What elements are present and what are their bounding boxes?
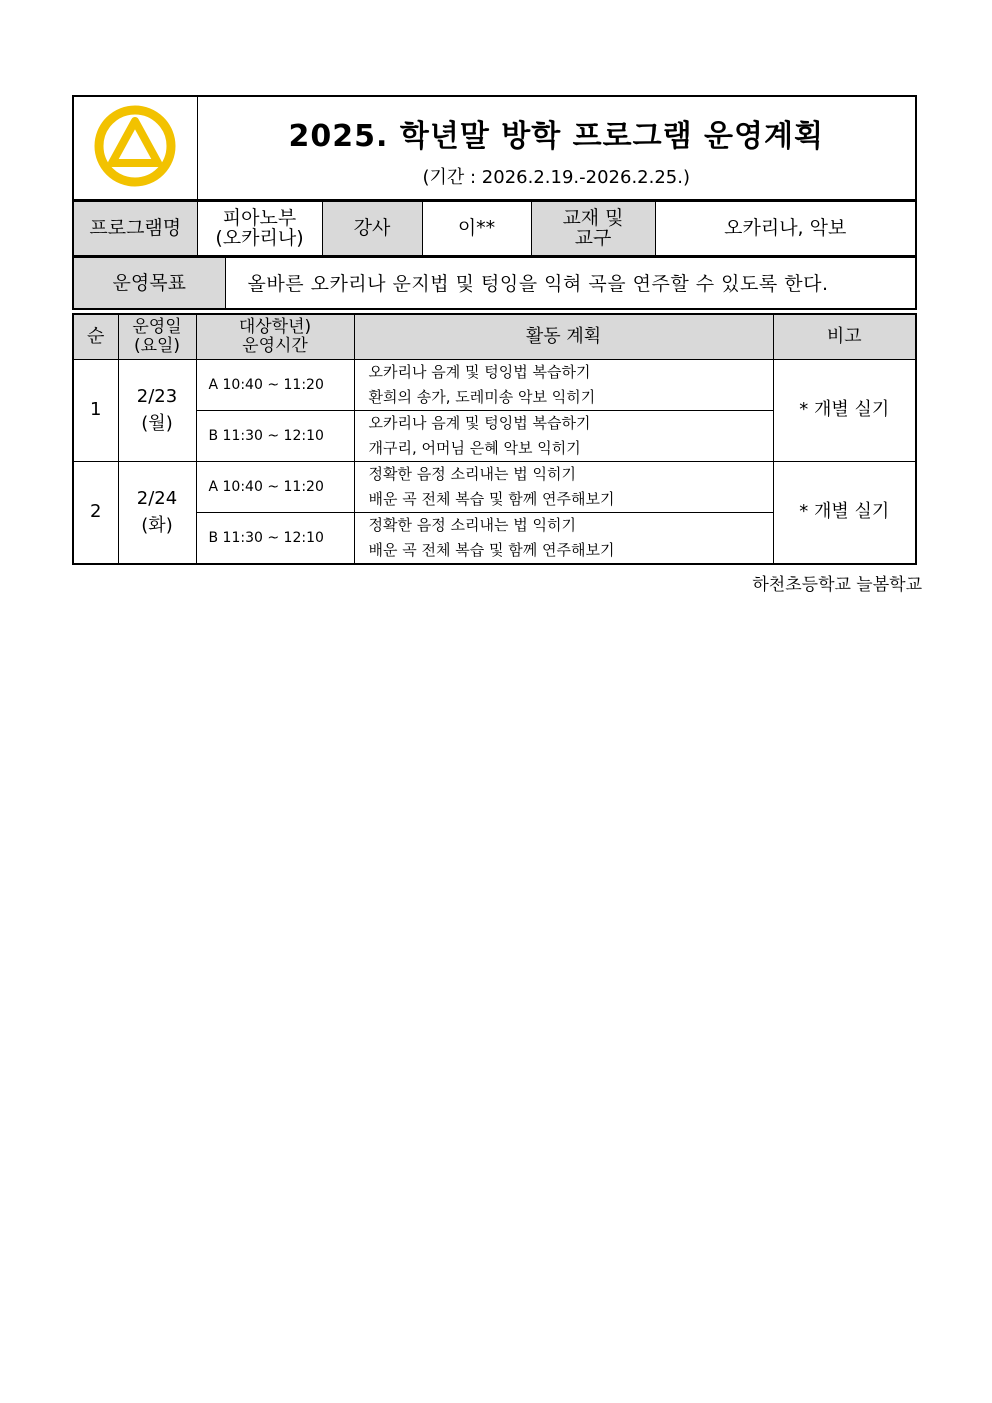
period-text: (기간 : 2026.2.19.-2026.2.25.): [422, 167, 690, 188]
session-activity: [354, 410, 773, 461]
activity-line2: 환희의 송가, 도레미송 악보 익히기: [368, 387, 596, 406]
header-date-line1: 운영일: [132, 316, 182, 337]
logo-cell: [73, 96, 197, 200]
session-activity: [354, 512, 773, 564]
row-day-value: (화): [141, 515, 173, 536]
schedule-header-row: [73, 314, 916, 359]
materials-label-line1: 교재 및: [562, 207, 624, 230]
header-target: [196, 314, 354, 359]
program-line1: 피아노부: [222, 207, 297, 230]
activity-line2: 배운 곡 전체 복습 및 함께 연주해보기: [368, 540, 615, 559]
session-activity: [354, 359, 773, 410]
activity-line2: 배운 곡 전체 복습 및 함께 연주해보기: [368, 489, 615, 508]
activity-line1: 정확한 음정 소리내는 법 익히기: [368, 515, 576, 534]
goal-label: 운영목표: [73, 257, 225, 309]
activity-line2: 개구리, 어머님 은혜 악보 익히기: [368, 438, 581, 457]
row-note: * 개별 실기: [773, 461, 916, 564]
header-target-line2: 운영시간: [242, 335, 308, 356]
header-no: 순: [73, 314, 118, 359]
program-label: 프로그램명: [73, 202, 197, 256]
row-date: [118, 359, 196, 461]
header-note: 비고: [773, 314, 916, 359]
header-date-line2: (요일): [133, 335, 181, 356]
program-value: [197, 202, 322, 256]
program-line2: (오카리나): [215, 227, 304, 250]
title-table: [72, 95, 917, 201]
title-cell: [197, 96, 916, 200]
table-row: [73, 461, 916, 512]
activity-line1: 오카리나 음계 및 텅잉법 복습하기: [368, 362, 591, 381]
header-activity: 활동 계획: [354, 314, 773, 359]
session-activity: [354, 461, 773, 512]
teacher-value: 이**: [422, 202, 531, 256]
session-time: A 10:40 ~ 11:20: [196, 359, 354, 410]
row-no: 1: [73, 359, 118, 461]
goal-value: 올바른 오카리나 운지법 및 텅잉을 익혀 곡을 연주할 수 있도록 한다.: [225, 257, 916, 309]
page-title: 2025. 학년말 방학 프로그램 운영계획: [288, 119, 824, 154]
row-date: [118, 461, 196, 564]
materials-value: 오카리나, 악보: [655, 202, 916, 256]
row-date-value: 2/23: [136, 386, 178, 407]
activity-line1: 정확한 음정 소리내는 법 익히기: [368, 464, 576, 483]
row-date-value: 2/24: [136, 488, 178, 509]
schedule-table: [72, 313, 917, 565]
materials-label-line2: 교구: [574, 227, 612, 250]
table-row: [73, 359, 916, 410]
activity-line1: 오카리나 음계 및 텅잉법 복습하기: [368, 413, 591, 432]
row-no: 2: [73, 461, 118, 564]
session-time: B 11:30 ~ 12:10: [196, 410, 354, 461]
header-target-line1: 대상학년): [238, 316, 312, 337]
school-emblem-icon: [92, 103, 178, 189]
materials-label: [531, 202, 655, 256]
row-day-value: (월): [141, 413, 173, 434]
session-time: A 10:40 ~ 11:20: [196, 461, 354, 512]
teacher-label: 강사: [322, 202, 422, 256]
session-time: B 11:30 ~ 12:10: [196, 512, 354, 564]
row-note: * 개별 실기: [773, 359, 916, 461]
header-date: [118, 314, 196, 359]
plan-document: [72, 95, 917, 565]
goal-table: [72, 257, 917, 311]
school-name: 하천초등학교 늘봄학교: [752, 575, 922, 595]
info-table: [72, 201, 917, 257]
